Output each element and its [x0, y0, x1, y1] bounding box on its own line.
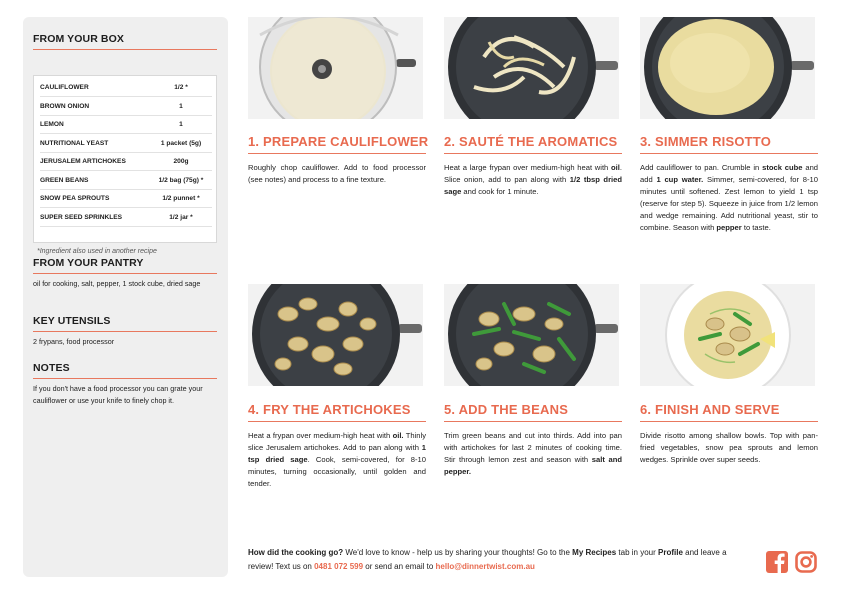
instruction-text: and cook for 1 minute.: [461, 187, 539, 196]
step-6-photo: [640, 284, 815, 386]
ingredient-quantity: 1/2 *: [174, 84, 188, 91]
ingredient-row: [40, 208, 212, 226]
divider: [33, 378, 217, 379]
ingredients-sidebar: [23, 17, 228, 577]
phone-link[interactable]: 0481 072 599: [314, 562, 364, 571]
ingredient-name: JERUSALEM ARTICHOKES: [40, 158, 126, 165]
instruction-text: and add: [640, 163, 819, 184]
email-link[interactable]: hello@dinnertwist.com.au: [435, 562, 535, 571]
divider: [33, 273, 217, 274]
ingredient-quantity: 1 packet (5g): [160, 139, 202, 147]
highlighted-ingredient: 1 tsp dried sage: [248, 443, 426, 464]
ingredient-row: [40, 171, 212, 189]
step-3-title: 3. SIMMER RISOTTO: [640, 134, 772, 149]
step-6-title: 6. FINISH AND SERVE: [640, 402, 780, 417]
instruction-text: Trim green beans and cut into thirds. Add into pan with artichokes for last 2 minutes of cooking time. Stir through lemon zest and season with: [444, 431, 622, 464]
ingredient-row: [40, 78, 212, 96]
ingredient-quantity: 1: [179, 102, 183, 110]
ingredient-quantity: 1/2 punnet *: [162, 195, 200, 202]
divider: [640, 421, 818, 422]
footer-text: and leave a review! Text us on: [248, 548, 727, 571]
footer-text: or send an email to: [363, 562, 436, 571]
instruction-text: . Cook, semi-covered, for 8-10 minutes, turning occasionally, until golden and tender.: [248, 455, 426, 488]
instruction-text: . Slice onion, add to pan along with: [444, 163, 622, 184]
from-your-box-title: FROM YOUR BOX: [33, 33, 124, 45]
highlighted-ingredient: oil: [611, 163, 620, 172]
utensils-text: 2 frypans, food processor: [33, 337, 115, 346]
artichokes-pan-image: [248, 284, 423, 386]
beans-pan-image: [444, 284, 619, 386]
step-4-instructions: [248, 430, 426, 490]
step-3-photo: [640, 17, 815, 119]
row-divider: [40, 226, 212, 227]
divider: [640, 153, 818, 154]
ingredient-quantity: 1: [179, 121, 183, 128]
ingredient-name: GREEN BEANS: [40, 176, 89, 184]
instruction-text: to taste.: [741, 223, 771, 232]
facebook-icon[interactable]: [766, 551, 788, 573]
step-3-instructions: [640, 162, 818, 234]
ingredient-name: LEMON: [40, 121, 64, 128]
onion-pan-image: [444, 17, 619, 119]
instruction-text: Thinly slice Jerusalem artichokes. Add to pan along with: [248, 431, 426, 452]
highlighted-ingredient: 1 cup water.: [656, 175, 704, 184]
ingredient-quantity: 1/2 bag (75g) *: [158, 176, 204, 184]
highlighted-ingredient: salt and pepper.: [444, 455, 622, 476]
step-4-photo: [248, 284, 423, 386]
ingredient-name: SUPER SEED SPRINKLES: [40, 213, 123, 221]
pantry-text: oil for cooking, salt, pepper, 1 stock cube, dried sage: [33, 279, 201, 288]
plated-dish-image: [640, 284, 815, 386]
divider: [248, 421, 426, 422]
step-5-title: 5. ADD THE BEANS: [444, 402, 569, 417]
ingredient-name: CAULIFLOWER: [40, 84, 89, 91]
divider: [33, 331, 217, 332]
instruction-text: Heat a frypan over medium-high heat with: [248, 431, 393, 440]
food-processor-image: [248, 17, 423, 119]
step-2-instructions: [444, 162, 622, 198]
divider: [33, 49, 217, 50]
instruction-text: Heat a large frypan over medium-high heat with: [444, 163, 612, 172]
step-1-instructions: [248, 162, 426, 186]
key-utensils-title: KEY UTENSILS: [33, 315, 111, 327]
instagram-icon[interactable]: [795, 551, 817, 573]
ingredient-name: BROWN ONION: [40, 102, 90, 110]
step-6-instructions: [640, 430, 818, 466]
notes-title: NOTES: [33, 362, 70, 374]
step-1-photo: [248, 17, 423, 119]
divider: [248, 153, 426, 154]
ingredient-row: [40, 134, 212, 152]
instruction-text: Add cauliflower to pan. Crumble in: [640, 163, 763, 172]
step-2-title: 2. SAUTÉ THE AROMATICS: [444, 134, 618, 149]
notes-text: If you don't have a food processor you can grate your cauliflower or use your knife to finely chop it.: [33, 384, 203, 405]
highlighted-ingredient: stock cube: [762, 163, 803, 172]
ingredient-row: [40, 189, 212, 207]
profile-link[interactable]: Profile: [658, 548, 683, 557]
footer-text: tab in your: [616, 548, 659, 557]
ingredient-name: SNOW PEA SPROUTS: [40, 195, 110, 202]
step-5-instructions: [444, 430, 622, 478]
footer-text: We'd love to know - help us by sharing your thoughts! Go to the: [343, 548, 573, 557]
ingredient-footnote: *Ingredient also used in another recipe: [37, 248, 157, 255]
divider: [444, 153, 622, 154]
ingredient-row: [40, 115, 212, 133]
ingredient-name: NUTRITIONAL YEAST: [40, 139, 109, 147]
risotto-pan-image: [640, 17, 815, 119]
divider: [444, 421, 622, 422]
highlighted-ingredient: pepper: [716, 223, 742, 232]
highlighted-ingredient: 1/2 tbsp dried sage: [444, 175, 622, 196]
ingredient-quantity: 200g: [173, 158, 189, 165]
feedback-footer: [248, 546, 748, 574]
step-2-photo: [444, 17, 619, 119]
ingredients-table: [33, 75, 217, 243]
highlighted-ingredient: oil.: [392, 431, 404, 440]
instruction-text: Simmer, semi-covered, for 8-10 minutes until softened. Zest lemon to yield 1 tsp (reserve for step 5). Squeeze in juice from 1/2 lemon and wedge remaining. Add nutritional yeast, stir to combine. Season with: [640, 175, 818, 232]
ingredient-row: [40, 152, 212, 170]
instruction-text: Roughly chop cauliflower. Add to food processor (see notes) and process to a fine texture.: [248, 163, 426, 184]
step-4-title: 4. FRY THE ARTICHOKES: [248, 402, 411, 417]
footer-question: How did the cooking go?: [248, 548, 344, 557]
step-5-photo: [444, 284, 619, 386]
step-1-title: 1. PREPARE CAULIFLOWER: [248, 134, 429, 149]
my-recipes-link[interactable]: My Recipes: [572, 548, 617, 557]
ingredient-quantity: 1/2 jar *: [169, 213, 193, 221]
from-your-pantry-title: FROM YOUR PANTRY: [33, 257, 144, 269]
ingredient-row: [40, 97, 212, 115]
instruction-text: Divide risotto among shallow bowls. Top with pan-fried vegetables, snow pea sprouts and lemon wedges. Sprinkle over super seeds.: [640, 431, 818, 464]
